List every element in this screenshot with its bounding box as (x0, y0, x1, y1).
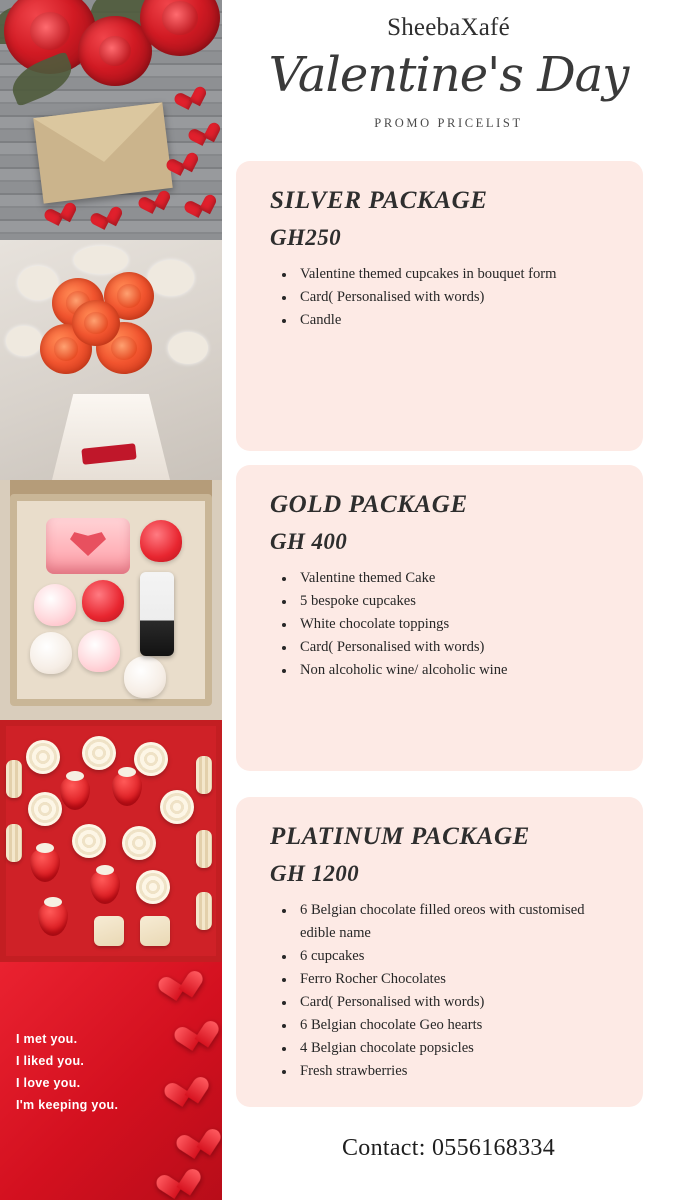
photo-cake-box (0, 480, 222, 720)
content-column (222, 0, 675, 1200)
list-item: • Card( Personalised with words) (296, 636, 621, 659)
package-name: GOLD PACKAGE (270, 491, 468, 518)
list-item: • 6 Belgian chocolate filled oreos with customised edible name (296, 899, 621, 945)
list-item: • Candle (296, 309, 621, 332)
package-card-platinum (236, 797, 643, 1107)
quote-line-2: I liked you. (16, 1054, 85, 1068)
brand-name: SheebaXafé (387, 14, 510, 41)
quote-line-1: I met you. (16, 1032, 78, 1046)
list-item: • Valentine themed Cake (296, 567, 621, 590)
photo-column (0, 0, 222, 1200)
page-subtitle: PROMO PRICELIST (374, 116, 523, 130)
list-item: • 5 bespoke cupcakes (296, 590, 621, 613)
list-item: • Ferro Rocher Chocolates (296, 968, 621, 991)
list-item: • Non alcoholic wine/ alcoholic wine (296, 659, 621, 682)
list-item: • 6 cupcakes (296, 945, 621, 968)
package-name: PLATINUM PACKAGE (270, 823, 530, 850)
envelope-prop (33, 102, 173, 203)
package-name: SILVER PACKAGE (270, 187, 488, 214)
valentine-cake (46, 518, 130, 574)
photo-quote-card (0, 962, 222, 1200)
package-items (270, 263, 621, 332)
contact-line: Contact: 0556168334 (341, 1135, 556, 1161)
list-item: • Card( Personalised with words) (296, 286, 621, 309)
package-items (270, 899, 621, 1083)
list-item: • Fresh strawberries (296, 1060, 621, 1083)
photo-roses-envelope (0, 0, 222, 240)
quote-line-4: I'm keeping you. (16, 1098, 119, 1112)
package-items (270, 567, 621, 682)
quote-text (16, 1028, 118, 1116)
list-item: • White chocolate toppings (296, 613, 621, 636)
list-item: • 6 Belgian chocolate Geo hearts (296, 1014, 621, 1037)
package-price: GH 400 (270, 529, 348, 554)
package-price: GH250 (270, 225, 341, 250)
package-price: GH 1200 (270, 861, 360, 886)
package-card-gold (236, 465, 643, 771)
flyer-header (222, 0, 675, 131)
photo-dessert-tray (0, 720, 222, 962)
list-item: • 4 Belgian chocolate popsicles (296, 1037, 621, 1060)
quote-line-3: I love you. (16, 1076, 81, 1090)
list-item: • Valentine themed cupcakes in bouquet form (296, 263, 621, 286)
occasion-title: Valentine's Day (268, 47, 629, 103)
package-card-silver (236, 161, 643, 451)
wine-bottle (140, 572, 174, 656)
list-item: • Card( Personalised with words) (296, 991, 621, 1014)
bouquet-wrap (52, 394, 170, 480)
photo-rose-bouquet (0, 240, 222, 480)
